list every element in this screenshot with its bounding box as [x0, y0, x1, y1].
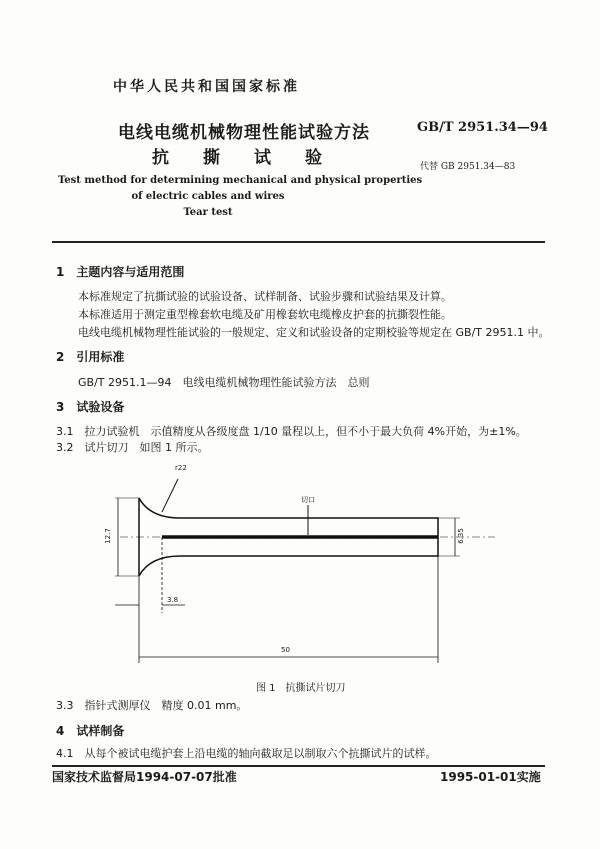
- section-1-p3: 电线电缆机械物理性能试验的一般规定、定义和试验设备的定期校验等规定在 GB/T 2951.1 中。: [78, 326, 550, 339]
- section-2-heading: 2 引用标准: [56, 350, 125, 364]
- section-4-heading: 4 试样制备: [56, 724, 125, 738]
- title-en-1: Test method for determining mechanical and physical properties: [58, 175, 423, 186]
- notch-label: 切口: [301, 496, 315, 504]
- section-4-1: 4.1 从每个被试电缆护套上沿电缆的轴向截取足以制取六个抗撕试片的试样。: [56, 747, 437, 760]
- title-en-3: Tear test: [183, 207, 233, 218]
- approval-date: 国家技术监督局1994-07-07批准: [52, 770, 237, 784]
- effective-date: 1995-01-01实施: [440, 770, 541, 784]
- title-cn: 电线电缆机械物理性能试验方法: [118, 123, 370, 143]
- section-1-p1: 本标准规定了抗撕试验的试验设备、试样制备、试验步骤和试验结果及计算。: [78, 290, 452, 303]
- figure-caption: 图 1 抗撕试片切刀: [256, 683, 346, 694]
- section-3-1: 3.1 拉力试验机 示值精度从各级度盘 1/10 量程以上，但不小于最大负荷 4%开始，为±1%。: [56, 425, 527, 438]
- subtitle-cn: 抗 撕 试 验: [152, 148, 322, 168]
- section-1-heading: 1 主题内容与适用范围: [56, 265, 185, 279]
- agency-header: 中华人民共和国国家标准: [113, 79, 300, 95]
- section-2-ref: GB/T 2951.1—94 电线电缆机械物理性能试验方法 总则: [78, 376, 370, 389]
- section-3-2: 3.2 试片切刀 如图 1 所示。: [56, 441, 209, 454]
- dim-12-7: 12.7: [103, 528, 112, 544]
- footer-rule: [52, 765, 545, 767]
- title-en-2: of electric cables and wires: [131, 191, 285, 202]
- section-3-3: 3.3 指针式测厚仪 精度 0.01 mm。: [56, 699, 248, 712]
- standard-code: GB/T 2951.34—94: [417, 120, 548, 135]
- section-1-p2: 本标准适用于测定重型橡套软电缆及矿用橡套软电缆橡皮护套的抗撕裂性能。: [78, 308, 452, 321]
- dim-3-8: 3.8: [167, 596, 179, 604]
- dim-50: 50: [281, 646, 290, 654]
- radius-label: r22: [175, 464, 187, 472]
- replaces-code: 代替 GB 2951.34—83: [420, 162, 516, 172]
- section-3-heading: 3 试验设备: [56, 400, 125, 414]
- dim-6-35: 6.35: [456, 528, 465, 544]
